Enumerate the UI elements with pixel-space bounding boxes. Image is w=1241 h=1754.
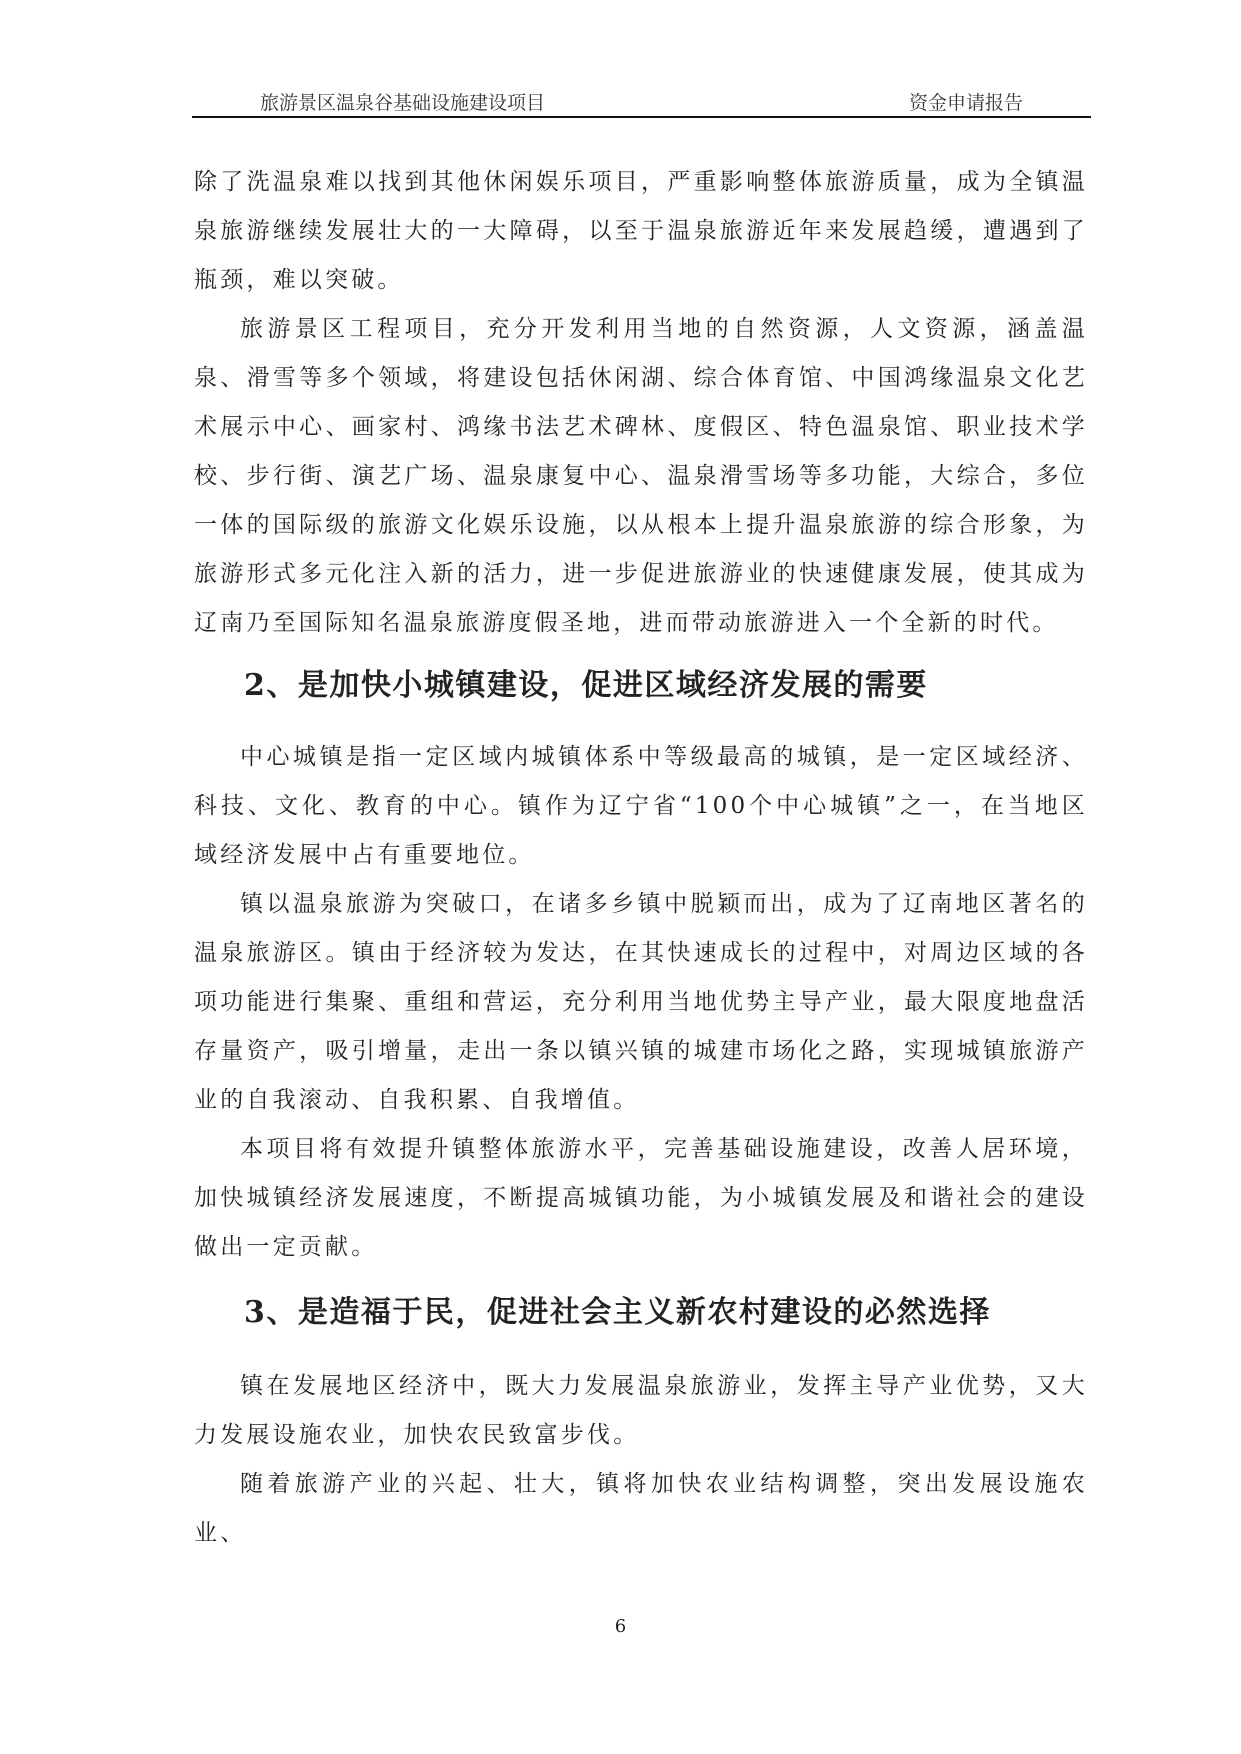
header-report-type: 资金申请报告 bbox=[908, 92, 1023, 114]
document-body bbox=[194, 158, 1088, 1558]
paragraph: 中心城镇是指一定区域内城镇体系中等级最高的城镇，是一定区域经济、科技、文化、教育的中心。镇作为辽宁省“100个中心城镇”之一，在当地区域经济发展中占有重要地位。 bbox=[194, 744, 1088, 868]
section-heading-3: 3、是造福于民，促进社会主义新农村建设的必然选择 bbox=[244, 1295, 991, 1330]
paragraph: 除了洗温泉难以找到其他休闲娱乐项目，严重影响整体旅游质量，成为全镇温泉旅游继续发展壮大的一大障碍，以至于温泉旅游近年来发展趋缓，遭遇到了瓶颈，难以突破。 bbox=[194, 169, 1088, 293]
section-heading-2: 2、是加快小城镇建设，促进区域经济发展的需要 bbox=[244, 668, 928, 703]
paragraph: 本项目将有效提升镇整体旅游水平，完善基础设施建设，改善人居环境，加快城镇经济发展速度，不断提高城镇功能，为小城镇发展及和谐社会的建设做出一定贡献。 bbox=[194, 1136, 1088, 1260]
paragraph: 随着旅游产业的兴起、壮大，镇将加快农业结构调整，突出发展设施农业、 bbox=[194, 1471, 1088, 1546]
page-header bbox=[192, 86, 1091, 118]
paragraph: 镇以温泉旅游为突破口，在诸多乡镇中脱颖而出，成为了辽南地区著名的温泉旅游区。镇由于经济较为发达，在其快速成长的过程中，对周边区域的各项功能进行集聚、重组和营运，充分利用当地优势主导产业，最大限度地盘活存量资产，吸引增量，走出一条以镇兴镇的城建市场化之路，实现城镇旅游产业的自我滚动、自我积累、自我增值。 bbox=[194, 891, 1088, 1113]
paragraph: 镇在发展地区经济中，既大力发展温泉旅游业，发挥主导产业优势，又大力发展设施农业，加快农民致富步伐。 bbox=[194, 1373, 1088, 1448]
paragraph: 旅游景区工程项目，充分开发利用当地的自然资源，人文资源，涵盖温泉、滑雪等多个领域，将建设包括休闲湖、综合体育馆、中国鸿缘温泉文化艺术展示中心、画家村、鸿缘书法艺术碑林、度假区、特色温泉馆、职业技术学校、步行街、演艺广场、温泉康复中心、温泉滑雪场等多功能，大综合，多位一体的国际级的旅游文化娱乐设施，以从根本上提升温泉旅游的综合形象，为旅游形式多元化注入新的活力，进一步促进旅游业的快速健康发展，使其成为辽南乃至国际知名温泉旅游度假圣地，进而带动旅游进入一个全新的时代。 bbox=[194, 316, 1088, 636]
page-number: 6 bbox=[614, 1616, 627, 1637]
header-project-title: 旅游景区温泉谷基础设施建设项目 bbox=[260, 92, 546, 114]
